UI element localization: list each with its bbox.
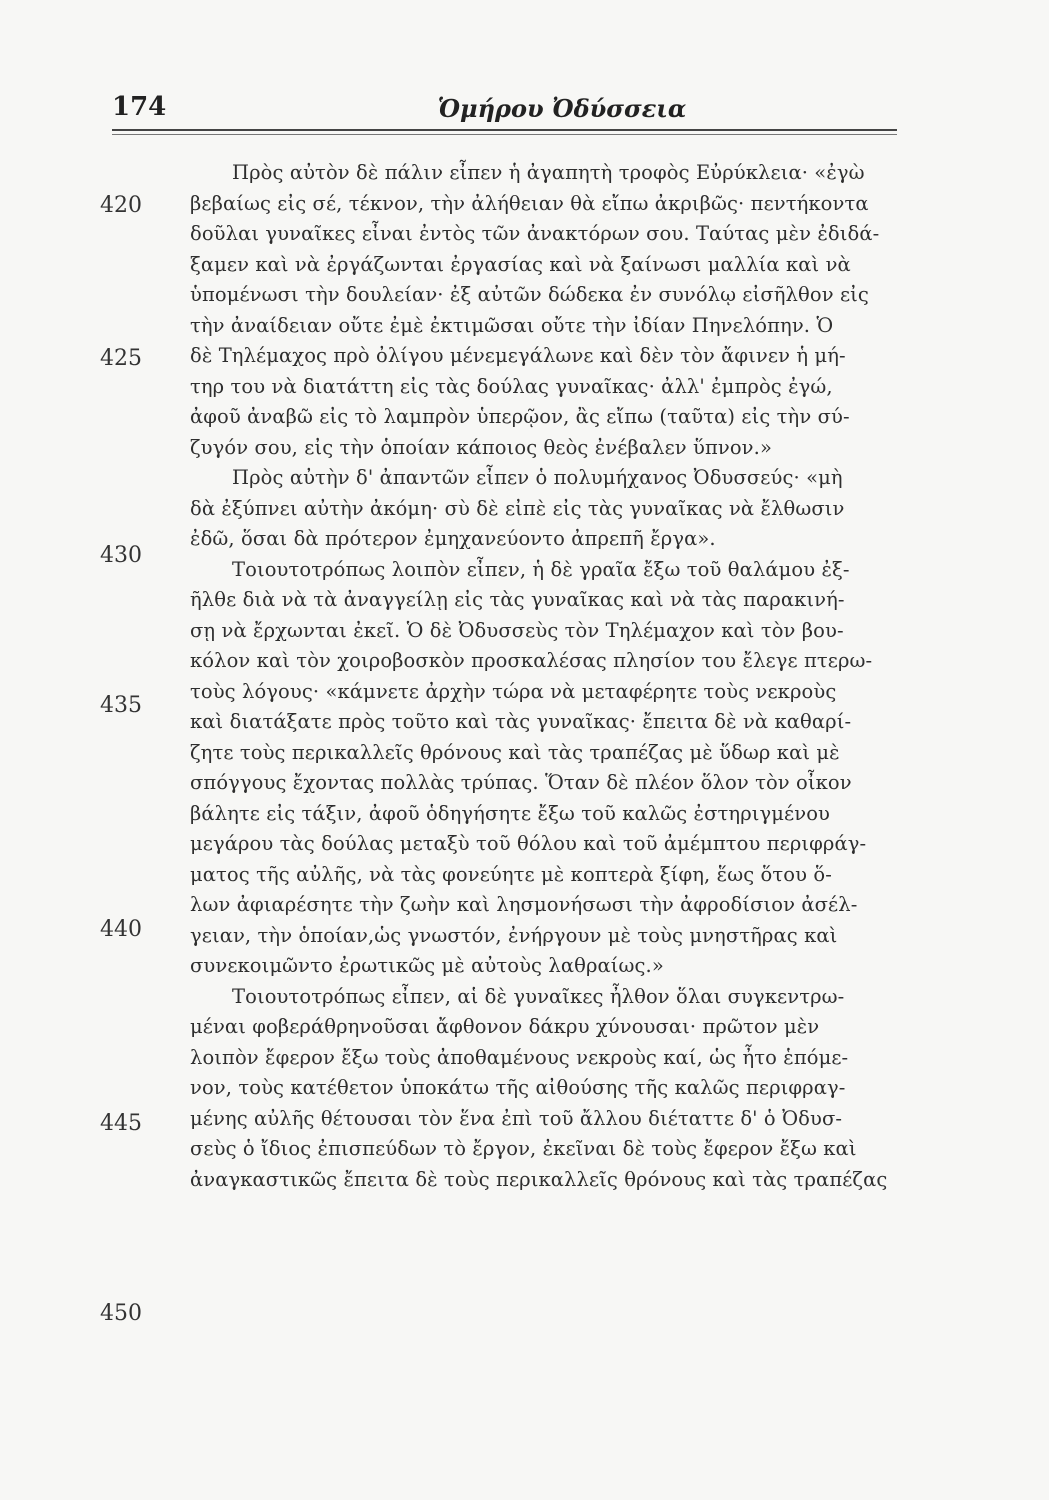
text-line: λοιπὸν ἔφερον ἔξω τοὺς ἀποθαμένους νεκροὺς καί, ὡς ἦτο ἑπόμε- <box>190 1045 849 1069</box>
line-number: 445 <box>100 1111 142 1136</box>
text-line: συνεκοιμῶντο ἐρωτικῶς μὲ αὐτοὺς λαθραίως.» <box>190 954 664 977</box>
text-line: τοὺς λόγους· «κάμνετε ἀρχὴν τώρα νὰ μεταφέρητε τοὺς νεκροὺς <box>190 679 837 703</box>
text-line: ἀναγκαστικῶς ἔπειτα δὲ τοὺς περικαλλεῖς θρόνους καὶ τὰς τραπέζας <box>190 1167 888 1191</box>
text-line: δοῦλαι γυναῖκες εἶναι ἐντὸς τῶν ἀνακτόρων σου. Ταύτας μὲν ἐδιδά- <box>190 222 880 245</box>
text-line: νον, τοὺς κατέθετον ὑποκάτω τῆς αἰθούσης τῆς καλῶς περιφραγ- <box>190 1076 846 1099</box>
text-line: καὶ διατάξατε πρὸς τοῦτο καὶ τὰς γυναῖκας· ἔπειτα δὲ νὰ καθαρί- <box>190 710 852 733</box>
text-line: γειαν, τὴν ὁποίαν,ὡς γνωστόν, ἐνήργουν μὲ τοὺς μνηστῆρας καὶ <box>190 923 838 947</box>
text-line: ξαμεν καὶ νὰ ἐργάζωνται ἐργασίας καὶ νὰ ξαίνωσι μαλλία καὶ νὰ <box>190 252 851 276</box>
text-line: Πρὸς αὐτὴν δ' ἀπαντῶν εἶπεν ὁ πολυμήχανος Ὀδυσσεύς· «μὴ <box>232 466 843 489</box>
page-header <box>112 92 892 132</box>
text-line: σπόγγους ἔχοντας πολλὰς τρύπας. Ὅταν δὲ πλέον ὅλον τὸν οἶκον <box>190 771 852 794</box>
text-line: δὲ Τηλέμαχος πρὸ ὀλίγου μένεμεγάλωνε καὶ δὲν τὸν ἄφινεν ἡ μή- <box>190 344 846 367</box>
text-line: ματος τῆς αὐλῆς, νὰ τὰς φονεύητε μὲ κοπτερὰ ξίφη, ἕως ὅτου ὅ- <box>190 862 832 886</box>
text-line: τηρ του νὰ διατάττη εἰς τὰς δούλας γυναῖκας· ἀλλ' ἐμπρὸς ἐγώ, <box>190 374 833 398</box>
text-line: Τοιουτοτρόπως λοιπὸν εἶπεν, ἡ δὲ γραῖα ἔξω τοῦ θαλάμου ἐξ- <box>232 557 850 581</box>
text-line: ἐδῶ, ὅσαι δὰ πρότερον ἐμηχανεύοντο ἀπρεπῆ ἔργα». <box>190 527 716 550</box>
text-line: κόλον καὶ τὸν χοιροβοσκὸν προσκαλέσας πλησίον του ἔλεγε πτερω- <box>190 649 873 672</box>
header-rule-thin <box>112 134 897 135</box>
running-title: Ὁμήρου Ὀδύσσεια <box>437 94 687 123</box>
text-line: ζυγόν σου, εἰς τὴν ὁποίαν κάποιος θεὸς ἐνέβαλεν ὕπνον.» <box>190 435 772 459</box>
text-line: βάλητε εἰς τάξιν, ἀφοῦ ὁδηγήσητε ἔξω τοῦ καλῶς ἐστηριγμένου <box>190 801 830 825</box>
text-line: Πρὸς αὐτὸν δὲ πάλιν εἶπεν ἡ ἀγαπητὴ τροφὸς Εὐρύκλεια· «ἐγὼ <box>232 161 865 184</box>
text-line: σῃ νὰ ἔρχωνται ἐκεῖ. Ὁ δὲ Ὀδυσσεὺς τὸν Τηλέμαχον καὶ τὸν βου- <box>190 618 844 642</box>
text-line: ῆλθε διὰ νὰ τὰ ἀναγγείλῃ εἰς τὰς γυναῖκας καὶ νὰ τὰς παρακινή- <box>190 588 845 611</box>
line-number: 435 <box>100 693 142 718</box>
text-line: βεβαίως εἰς σέ, τέκνον, τὴν ἀλήθειαν θὰ εἴπω ἀκριβῶς· πεντήκοντα <box>190 191 869 215</box>
text-line: τὴν ἀναίδειαν οὔτε ἐμὲ ἐκτιμῶσαι οὔτε τὴν ἰδίαν Πηνελόπην. Ὁ <box>190 313 834 337</box>
page-number: 174 <box>112 92 167 122</box>
main-text <box>190 158 960 1195</box>
text-line: μένης αὐλῆς θέτουσαι τὸν ἕνα ἐπὶ τοῦ ἄλλου διέταττε δ' ὁ Ὀδυσ- <box>190 1106 843 1130</box>
text-line: ζητε τοὺς περικαλλεῖς θρόνους καὶ τὰς τραπέζας μὲ ὕδωρ καὶ μὲ <box>190 740 840 764</box>
text-line: ἀφοῦ ἀναβῶ εἰς τὸ λαμπρὸν ὑπερῷον, ἂς εἴπω (ταῦτα) εἰς τὴν σύ- <box>190 405 850 428</box>
line-number: 430 <box>100 543 142 568</box>
line-number: 420 <box>100 193 142 218</box>
text-line: μεγάρου τὰς δούλας μεταξὺ τοῦ θόλου καὶ τοῦ ἀμέμπτου περιφράγ- <box>190 832 867 855</box>
text-line: σεὺς ὁ ἴδιος ἐπισπεύδων τὸ ἔργον, ἐκεῖναι δὲ τοὺς ἔφερον ἔξω καὶ <box>190 1137 857 1160</box>
text-line: ὑπομένωσι τὴν δουλείαν· ἐξ αὐτῶν δώδεκα ἐν συνόλῳ εἰσῆλθον εἰς <box>190 283 869 306</box>
header-rule <box>112 129 897 131</box>
text-line: λων ἀφιαρέσητε τὴν ζωὴν καὶ λησμονήσωσι τὴν ἀφροδίσιον ἀσέλ- <box>190 893 858 916</box>
text-line: δὰ ἐξύπνει αὐτὴν ἀκόμη· σὺ δὲ εἰπὲ εἰς τὰς γυναῖκας νὰ ἔλθωσιν <box>190 496 845 520</box>
line-number: 440 <box>100 917 142 942</box>
line-number: 425 <box>100 346 142 371</box>
text-line: μέναι φοβεράθρηνοῦσαι ἄφθονον δάκρυ χύνουσαι· πρῶτον μὲν <box>190 1015 820 1038</box>
text-line: Τοιουτοτρόπως εἶπεν, αἱ δὲ γυναῖκες ἦλθον ὅλαι συγκεντρω- <box>232 984 845 1008</box>
line-number: 450 <box>100 1301 142 1326</box>
